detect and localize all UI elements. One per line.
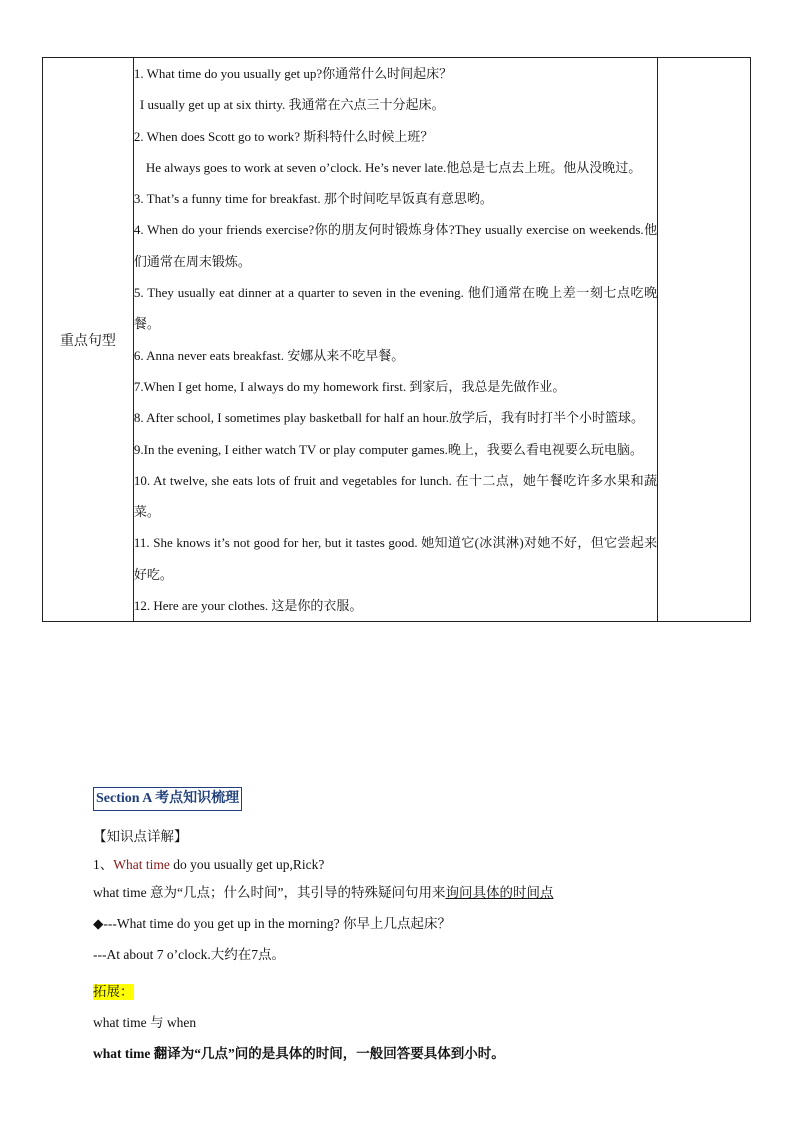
definition-underlined: 询问具体的时间点 [445, 885, 554, 900]
sentences-cell [133, 58, 657, 622]
sentence-8: 8. After school, I sometimes play basketball for half an hour.放学后，我有时打半个小时篮球。 [133, 410, 645, 426]
example-answer: ---At about 7 o’clock.大约在7点。 [93, 947, 285, 962]
definition-line [93, 881, 553, 901]
bold-note: what time 翻译为“几点”问的是具体的时间，一般回答要具体到小时。 [93, 1046, 505, 1061]
expand-label: 拓展： [93, 984, 134, 1000]
key-sentences-table [42, 57, 751, 622]
example-question: ◆---What time do you get up in the morning? 你早上几点起床？ [93, 916, 451, 931]
empty-cell [658, 58, 751, 622]
table-label-cell [43, 58, 134, 622]
knowledge-item-1 [93, 853, 324, 873]
item-number: 1、 [93, 857, 114, 872]
sentence-2: 2. When does Scott go to work? 斯科特什么时候上班？ [133, 128, 434, 144]
table-label: 重点句型 [59, 332, 116, 349]
sentence-10: 10. At twelve, she eats lots of fruit and vegetables for lunch. 在十二点，她午餐吃许多水果和蔬菜。 [133, 472, 658, 520]
section-title: Section A 考点知识梳理 [93, 787, 242, 811]
sentence-4: 4. When do your friends exercise?你的朋友何时锻炼身体?They usually exercise on weekends.他们通常在周末锻炼。 [133, 222, 658, 269]
subheading: 【知识点详解】 [93, 829, 188, 845]
sentence-3: 3. That’s a funny time for breakfast. 那个时间吃早饭真有意思哟。 [133, 191, 493, 207]
compare-line: what time 与 when [93, 1015, 197, 1030]
definition-text: what time 意为“几点；什么时间”，其引导的特殊疑问句用来 [93, 885, 446, 900]
expand-line [93, 980, 134, 1000]
item-question: do you usually get up,Rick? [169, 857, 325, 872]
sentence-1-answer: I usually get up at six thirty. 我通常在六点三十分起床。 [139, 97, 445, 113]
sentence-1: 1. What time do you usually get up?你通常什么时间起床？ [133, 66, 453, 81]
sentence-2-answer: He always goes to work at seven o’clock. He’s never late.他总是七点去上班。他从没晚过。 [145, 159, 642, 175]
sentence-5: 5. They usually eat dinner at a quarter to seven in the evening. 他们通常在晚上差一刻七点吃晚餐。 [133, 285, 658, 332]
sentence-9: 9.In the evening, I either watch TV or play computer games.晚上，我要么看电视要么玩电脑。 [133, 441, 643, 457]
sentence-7: 7.When I get home, I always do my homework first. 到家后，我总是先做作业。 [133, 378, 566, 394]
sentence-6: 6. Anna never eats breakfast. 安娜从来不吃早餐。 [133, 347, 405, 363]
sentence-11: 11. She knows it’s not good for her, but it tastes good. 她知道它(冰淇淋)对她不好，但它尝起来好吃。 [133, 535, 658, 582]
item-highlight: What time [113, 857, 170, 872]
sentence-12: 12. Here are your clothes. 这是你的衣服。 [133, 598, 363, 614]
